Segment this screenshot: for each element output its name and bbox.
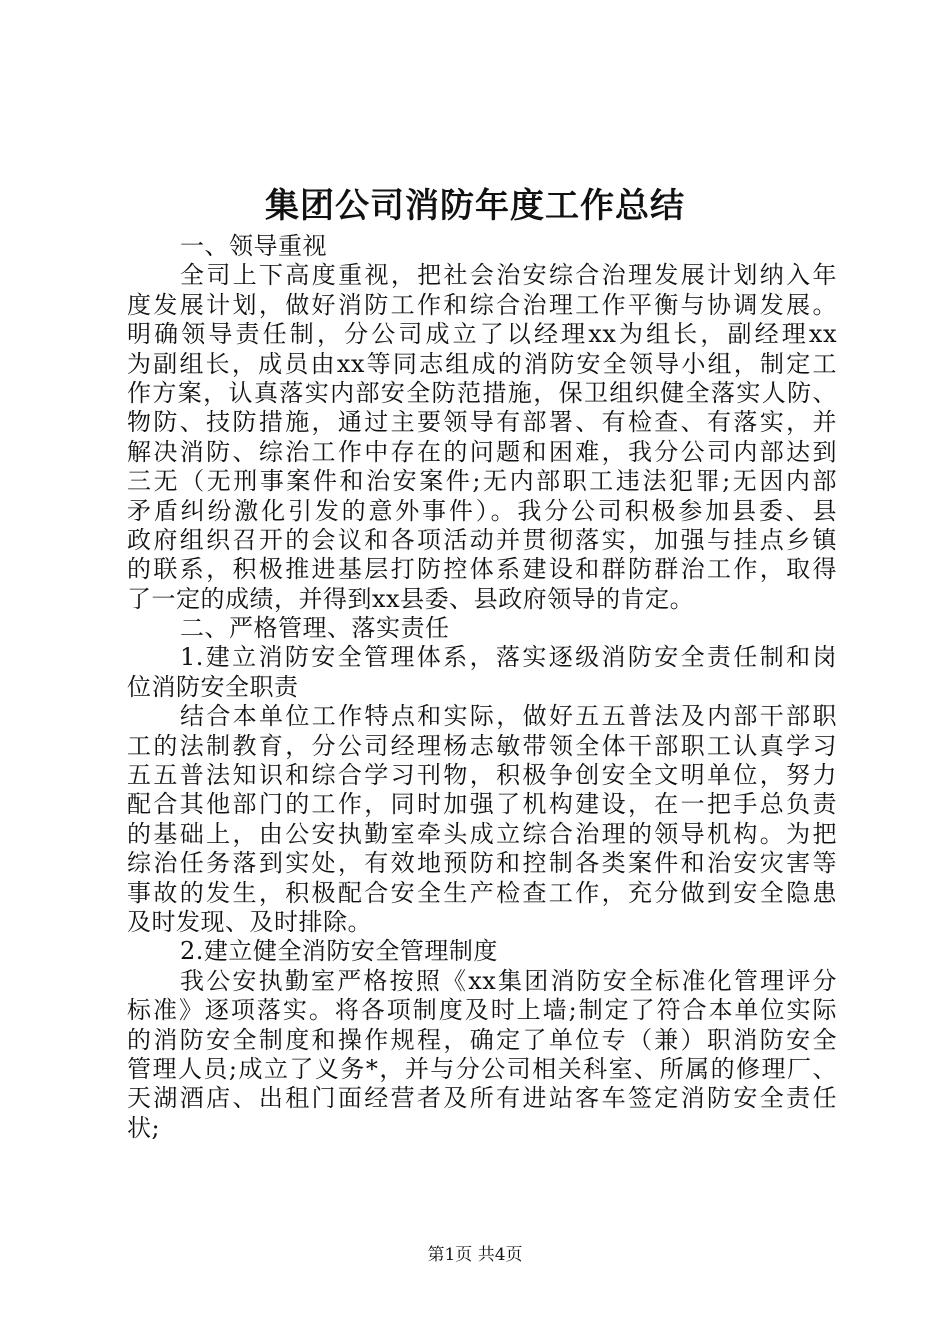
text-line: 全司上下高度重视，把社会治安综合治理发展计划纳入年 (180, 261, 837, 290)
text-line: 结合本单位工作特点和实际，做好五五普法及内部干部职 (180, 702, 837, 731)
text-line: 三无（无刑事案件和治安案件;无内部职工违法犯罪;无因内部 (127, 467, 837, 496)
text-line: 及时发现、及时排除。 (127, 907, 372, 936)
text-line: 我公安执勤室严格按照《xx集团消防安全标准化管理评分 (180, 966, 837, 995)
document-body (127, 232, 837, 1143)
text-line: 五五普法知识和综合学习刊物，积极争创安全文明单位，努力 (127, 761, 837, 790)
text-line: 的基础上，由公安执勤室牵头成立综合治理的领导机构。为把 (127, 819, 837, 848)
section-heading: 一、领导重视 (180, 232, 327, 260)
subsection-heading: 2.建立健全消防安全管理制度 (180, 937, 498, 966)
text-line: 度发展计划，做好消防工作和综合治理工作平衡与协调发展。 (127, 290, 837, 319)
text-line: 作方案，认真落实内部安全防范措施，保卫组织健全落实人防、 (127, 378, 837, 407)
text-line: 的消防安全制度和操作规程，确定了单位专（兼）职消防安全 (127, 1025, 837, 1054)
text-line: 政府组织召开的会议和各项活动并贯彻落实，加强与挂点乡镇 (127, 525, 837, 554)
text-line: 矛盾纠纷激化引发的意外事件）。我分公司积极参加县委、县 (127, 496, 837, 525)
text-line: 工的法制教育，分公司经理杨志敏带领全体干部职工认真学习 (127, 731, 837, 760)
text-line: 配合其他部门的工作，同时加强了机构建设，在一把手总负责 (127, 790, 837, 819)
text-line: 综治任务落到实处，有效地预防和控制各类案件和治安灾害等 (127, 849, 837, 878)
text-line: 天湖酒店、出租门面经营者及所有进站客车签定消防安全责任 (127, 1084, 837, 1113)
text-line: 物防、技防措施，通过主要领导有部署、有检查、有落实，并 (127, 408, 837, 437)
text-line: 明确领导责任制，分公司成立了以经理xx为组长，副经理xx (127, 320, 837, 349)
text-line: 状; (127, 1113, 161, 1142)
text-line: 标准》逐项落实。将各项制度及时上墙;制定了符合本单位实际 (127, 996, 837, 1025)
text-line: 了一定的成绩，并得到xx县委、县政府领导的肯定。 (127, 584, 695, 613)
text-line: 为副组长，成员由xx等同志组成的消防安全领导小组，制定工 (127, 349, 837, 378)
text-line: 事故的发生，积极配合安全生产检查工作，充分做到安全隐患 (127, 878, 837, 907)
text-line: 的联系，积极推进基层打防控体系建设和群防群治工作，取得 (127, 555, 837, 584)
page-number: 第1页 共4页 (427, 1245, 523, 1265)
section-heading: 二、严格管理、落实责任 (180, 614, 450, 643)
subsection-heading: 1.建立消防安全管理体系，落实逐级消防安全责任制和岗 (180, 643, 837, 672)
text-line: 解决消防、综治工作中存在的问题和困难，我分公司内部达到 (127, 437, 837, 466)
document-title: 集团公司消防年度工作总结 (265, 186, 685, 226)
text-line: 管理人员;成立了义务*，并与分公司相关科室、所属的修理厂、 (127, 1054, 837, 1083)
subsection-heading: 位消防安全职责 (127, 672, 299, 701)
